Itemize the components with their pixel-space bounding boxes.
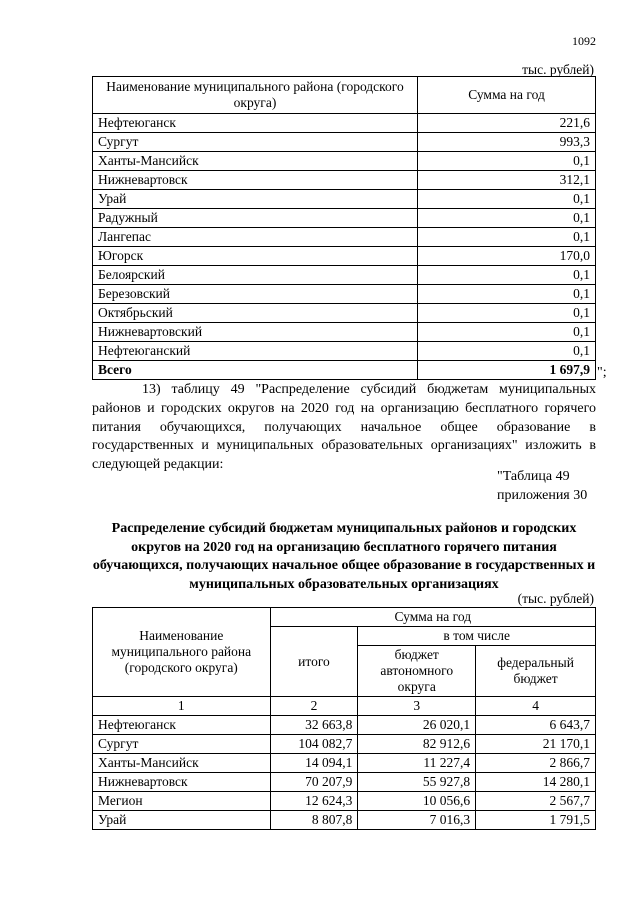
table-row bbox=[93, 209, 596, 228]
district-sum: 0,1 bbox=[418, 209, 596, 228]
district-sum: 0,1 bbox=[418, 285, 596, 304]
table1-closing-quote: "; bbox=[597, 365, 607, 380]
district-name: Белоярский bbox=[93, 266, 418, 285]
sum-federal-budget: 6 643,7 bbox=[476, 716, 596, 735]
sum-ao-budget: 26 020,1 bbox=[358, 716, 476, 735]
table1-header-row bbox=[93, 77, 596, 114]
table2-body bbox=[93, 716, 596, 830]
district-name: Нижневартовск bbox=[93, 171, 418, 190]
table-reference bbox=[497, 467, 587, 505]
district-name: Урай bbox=[93, 811, 271, 830]
table2-index-2: 2 bbox=[270, 697, 358, 716]
table2-header-budget-ao: бюджет автономного округа bbox=[358, 646, 476, 697]
district-name: Мегион bbox=[93, 792, 271, 811]
table-row bbox=[93, 792, 596, 811]
table-row bbox=[93, 228, 596, 247]
district-sum: 0,1 bbox=[418, 228, 596, 247]
table2-header-incl: в том числе bbox=[358, 627, 596, 646]
district-name: Лангепас bbox=[93, 228, 418, 247]
sum-total: 32 663,8 bbox=[270, 716, 358, 735]
table1-header-sum: Сумма на год bbox=[418, 77, 596, 114]
table-reference-line1: "Таблица 49 bbox=[497, 469, 570, 484]
district-name: Радужный bbox=[93, 209, 418, 228]
table-row bbox=[93, 754, 596, 773]
district-sum: 0,1 bbox=[418, 190, 596, 209]
district-name: Нижневартовский bbox=[93, 323, 418, 342]
table-row bbox=[93, 266, 596, 285]
district-sum: 0,1 bbox=[418, 342, 596, 361]
district-sum: 993,3 bbox=[418, 133, 596, 152]
table-row bbox=[93, 304, 596, 323]
table2-index-3: 3 bbox=[358, 697, 476, 716]
page-number: 1092 bbox=[572, 34, 596, 48]
total-sum: 1 697,9 bbox=[418, 361, 596, 380]
table-row bbox=[93, 247, 596, 266]
table-row bbox=[93, 323, 596, 342]
district-name: Нижневартовск bbox=[93, 773, 271, 792]
sum-ao-budget: 10 056,6 bbox=[358, 792, 476, 811]
district-name: Ханты-Мансийск bbox=[93, 152, 418, 171]
amendment-paragraph: 13) таблицу 49 "Распределение субсидий бюджетам муниципальных районов и городских округов на 2020 год на организацию бесплатного горячего питания обучающихся, получающих начальное общее образование в государственных и муниципальных образовательных организациях" изложить в следующей редакции: bbox=[92, 382, 596, 473]
district-name: Березовский bbox=[93, 285, 418, 304]
district-name: Ханты-Мансийск bbox=[93, 754, 271, 773]
total-row bbox=[93, 361, 596, 380]
table-row bbox=[93, 811, 596, 830]
subsidy-table-1 bbox=[92, 76, 596, 380]
table-row bbox=[93, 285, 596, 304]
sum-total: 8 807,8 bbox=[270, 811, 358, 830]
district-name: Сургут bbox=[93, 735, 271, 754]
table-row bbox=[93, 735, 596, 754]
table-row bbox=[93, 716, 596, 735]
district-name: Нефтеюганский bbox=[93, 342, 418, 361]
total-label: Всего bbox=[93, 361, 418, 380]
sum-total: 12 624,3 bbox=[270, 792, 358, 811]
sum-federal-budget: 2 866,7 bbox=[476, 754, 596, 773]
district-sum: 0,1 bbox=[418, 266, 596, 285]
sum-federal-budget: 21 170,1 bbox=[476, 735, 596, 754]
district-name: Нефтеюганск bbox=[93, 114, 418, 133]
table1-header-name: Наименование муниципального района (городского округа) bbox=[93, 77, 418, 114]
district-sum: 0,1 bbox=[418, 323, 596, 342]
sum-total: 14 094,1 bbox=[270, 754, 358, 773]
sum-federal-budget: 2 567,7 bbox=[476, 792, 596, 811]
sum-federal-budget: 14 280,1 bbox=[476, 773, 596, 792]
sum-ao-budget: 11 227,4 bbox=[358, 754, 476, 773]
district-sum: 312,1 bbox=[418, 171, 596, 190]
district-name: Урай bbox=[93, 190, 418, 209]
table2-header-federal: федеральный бюджет bbox=[476, 646, 596, 697]
table-row bbox=[93, 152, 596, 171]
table-row bbox=[93, 773, 596, 792]
table1-units: тыс. рублей) bbox=[522, 62, 594, 77]
district-name: Югорск bbox=[93, 247, 418, 266]
sum-total: 104 082,7 bbox=[270, 735, 358, 754]
table2-header-sum: Сумма на год bbox=[270, 608, 595, 627]
table1-body bbox=[93, 114, 596, 380]
subsidy-table-2 bbox=[92, 607, 596, 830]
table2-index-row bbox=[93, 697, 596, 716]
table-row bbox=[93, 342, 596, 361]
district-sum: 221,6 bbox=[418, 114, 596, 133]
district-sum: 170,0 bbox=[418, 247, 596, 266]
table2-units: (тыс. рублей) bbox=[517, 591, 594, 606]
table-row bbox=[93, 190, 596, 209]
table-reference-line2: приложения 30 bbox=[497, 488, 588, 503]
district-name: Нефтеюганск bbox=[93, 716, 271, 735]
district-sum: 0,1 bbox=[418, 304, 596, 323]
table-row bbox=[93, 133, 596, 152]
table2-index-1: 1 bbox=[93, 697, 271, 716]
table2-index-4: 4 bbox=[476, 697, 596, 716]
table2-title: Распределение субсидий бюджетам муниципальных районов и городских округов на 2020 год на организацию бесплатного горячего питания обучающихся, получающих начальное общее образование в государственных и муниципальных образовательных организациях bbox=[92, 521, 596, 592]
table-row bbox=[93, 171, 596, 190]
sum-federal-budget: 1 791,5 bbox=[476, 811, 596, 830]
sum-ao-budget: 7 016,3 bbox=[358, 811, 476, 830]
district-name: Октябрьский bbox=[93, 304, 418, 323]
sum-ao-budget: 55 927,8 bbox=[358, 773, 476, 792]
district-sum: 0,1 bbox=[418, 152, 596, 171]
sum-ao-budget: 82 912,6 bbox=[358, 735, 476, 754]
district-name: Сургут bbox=[93, 133, 418, 152]
table2-header-itogo: итого bbox=[270, 627, 358, 697]
table-row bbox=[93, 114, 596, 133]
sum-total: 70 207,9 bbox=[270, 773, 358, 792]
table2-header-name: Наименование муниципального района (городского округа) bbox=[93, 608, 271, 697]
